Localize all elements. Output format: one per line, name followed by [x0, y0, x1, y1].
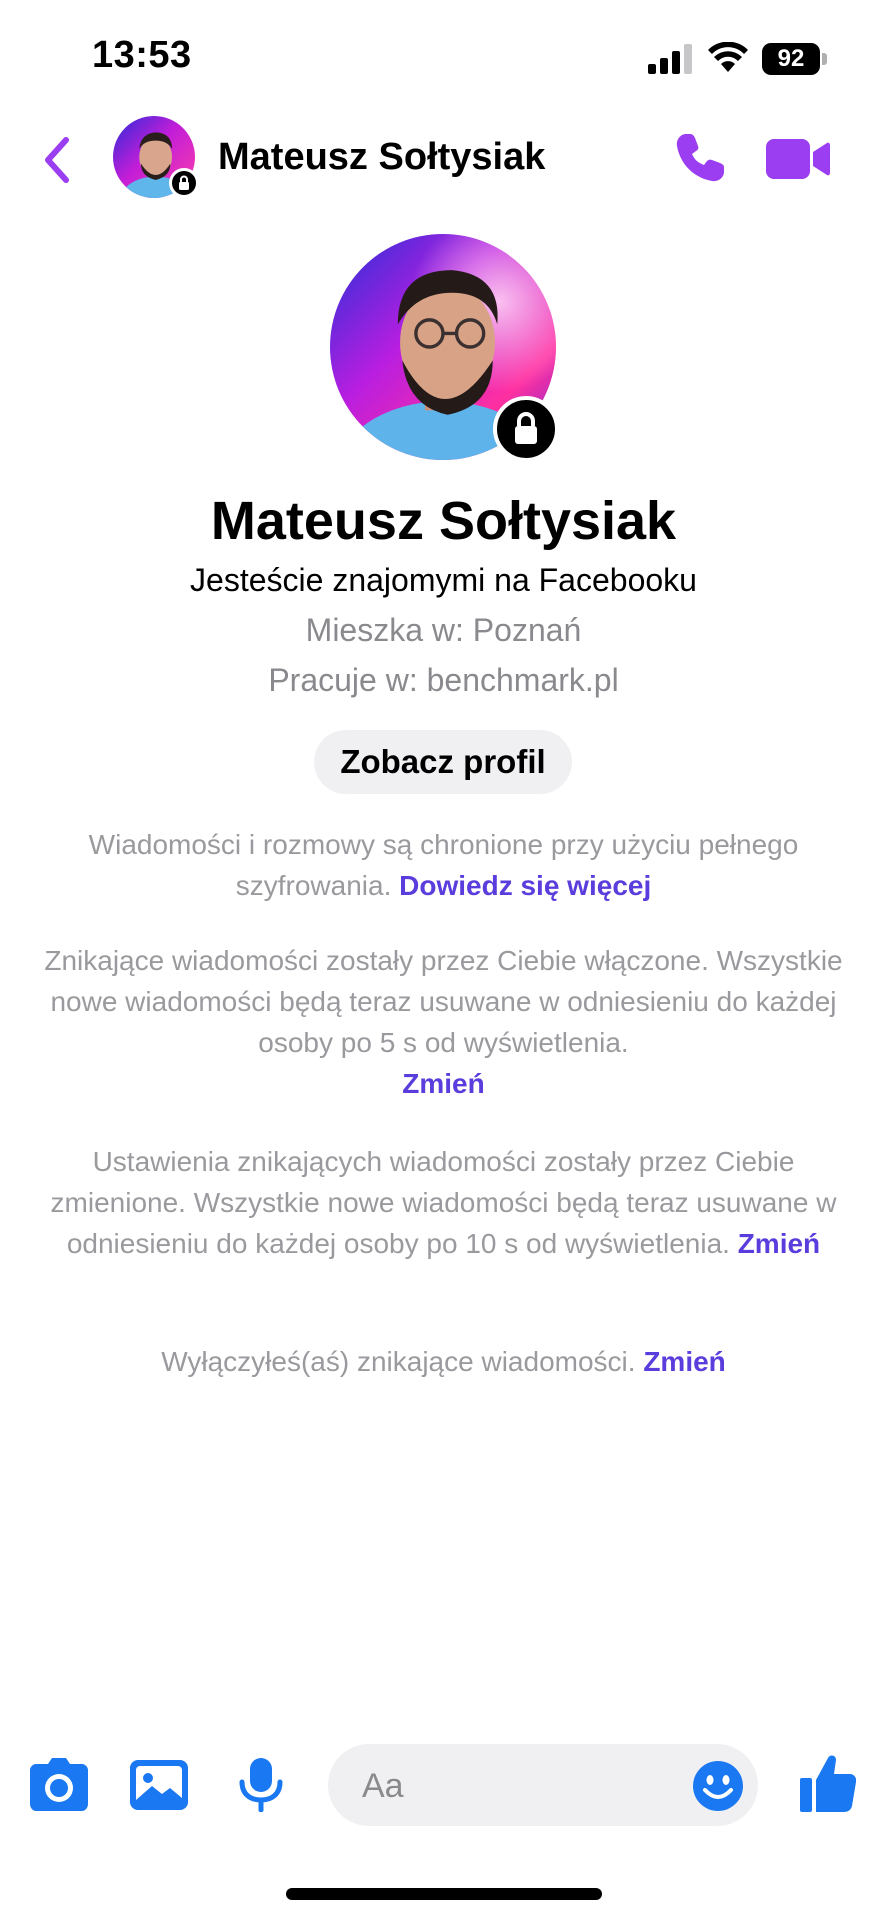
status-time: 13:53: [92, 34, 192, 76]
signal-icon: [648, 44, 694, 74]
disappearing-on-text: Znikające wiadomości zostały przez Ciebie włączone. Wszystkie nowe wiadomości będą teraz usuwane w odniesieniu do każdej osoby po 5 s od wyświetlenia.: [44, 945, 843, 1058]
message-input[interactable]: [360, 1744, 694, 1828]
learn-more-link[interactable]: Dowiedz się więcej: [399, 870, 652, 901]
battery-level: 92: [762, 43, 820, 75]
emoji-icon[interactable]: [692, 1760, 744, 1812]
change-link[interactable]: Zmień: [402, 1068, 485, 1099]
video-camera-icon[interactable]: [766, 136, 830, 182]
view-profile-button[interactable]: Zobacz profil: [314, 730, 572, 794]
encryption-notice-text: Wiadomości i rozmowy są chronione przy użyciu pełnego szyfrowania.: [88, 829, 799, 901]
change-link[interactable]: Zmień: [737, 1228, 821, 1259]
header-avatar[interactable]: [113, 116, 195, 198]
gallery-icon[interactable]: [130, 1758, 188, 1812]
wifi-icon: [708, 42, 748, 74]
message-input-pill[interactable]: [328, 1744, 758, 1826]
status-bar: [0, 0, 887, 110]
microphone-icon[interactable]: [232, 1758, 290, 1812]
change-link[interactable]: Zmień: [643, 1346, 726, 1377]
disappearing-off-text: Wyłączyłeś(aś) znikające wiadomości.: [161, 1346, 636, 1377]
friends-status: Jesteście znajomymi na Facebooku: [190, 562, 697, 598]
home-indicator[interactable]: [286, 1888, 602, 1900]
back-chevron-icon[interactable]: [36, 132, 76, 188]
disappearing-on-notice: [30, 940, 857, 1104]
disappearing-off-notice: [30, 1341, 857, 1382]
battery-tip: [822, 53, 827, 65]
battery-icon: [762, 43, 828, 75]
profile-name: Mateusz Sołtysiak: [210, 491, 677, 551]
contact-name[interactable]: Mateusz Sołtysiak: [218, 136, 546, 178]
message-composer: [0, 1740, 887, 1830]
disappearing-changed-notice: [30, 1141, 857, 1264]
camera-icon[interactable]: [30, 1758, 88, 1812]
chat-header: [0, 110, 887, 210]
lock-icon: [493, 396, 559, 462]
works-at: Pracuje w: benchmark.pl: [268, 662, 619, 698]
thumbs-up-icon[interactable]: [800, 1754, 856, 1812]
disappearing-changed-text: Ustawienia znikających wiadomości zostały przez Ciebie zmienione. Wszystkie nowe wiadomości będą teraz usuwane w odniesieniu do każdej osoby po 10 s od wyświetlenia.: [50, 1146, 837, 1259]
profile-avatar[interactable]: [330, 234, 556, 460]
encryption-notice: [30, 824, 857, 906]
lives-in: Mieszka w: Poznań: [305, 612, 582, 648]
lock-icon: [169, 168, 199, 198]
phone-icon[interactable]: [672, 130, 728, 186]
